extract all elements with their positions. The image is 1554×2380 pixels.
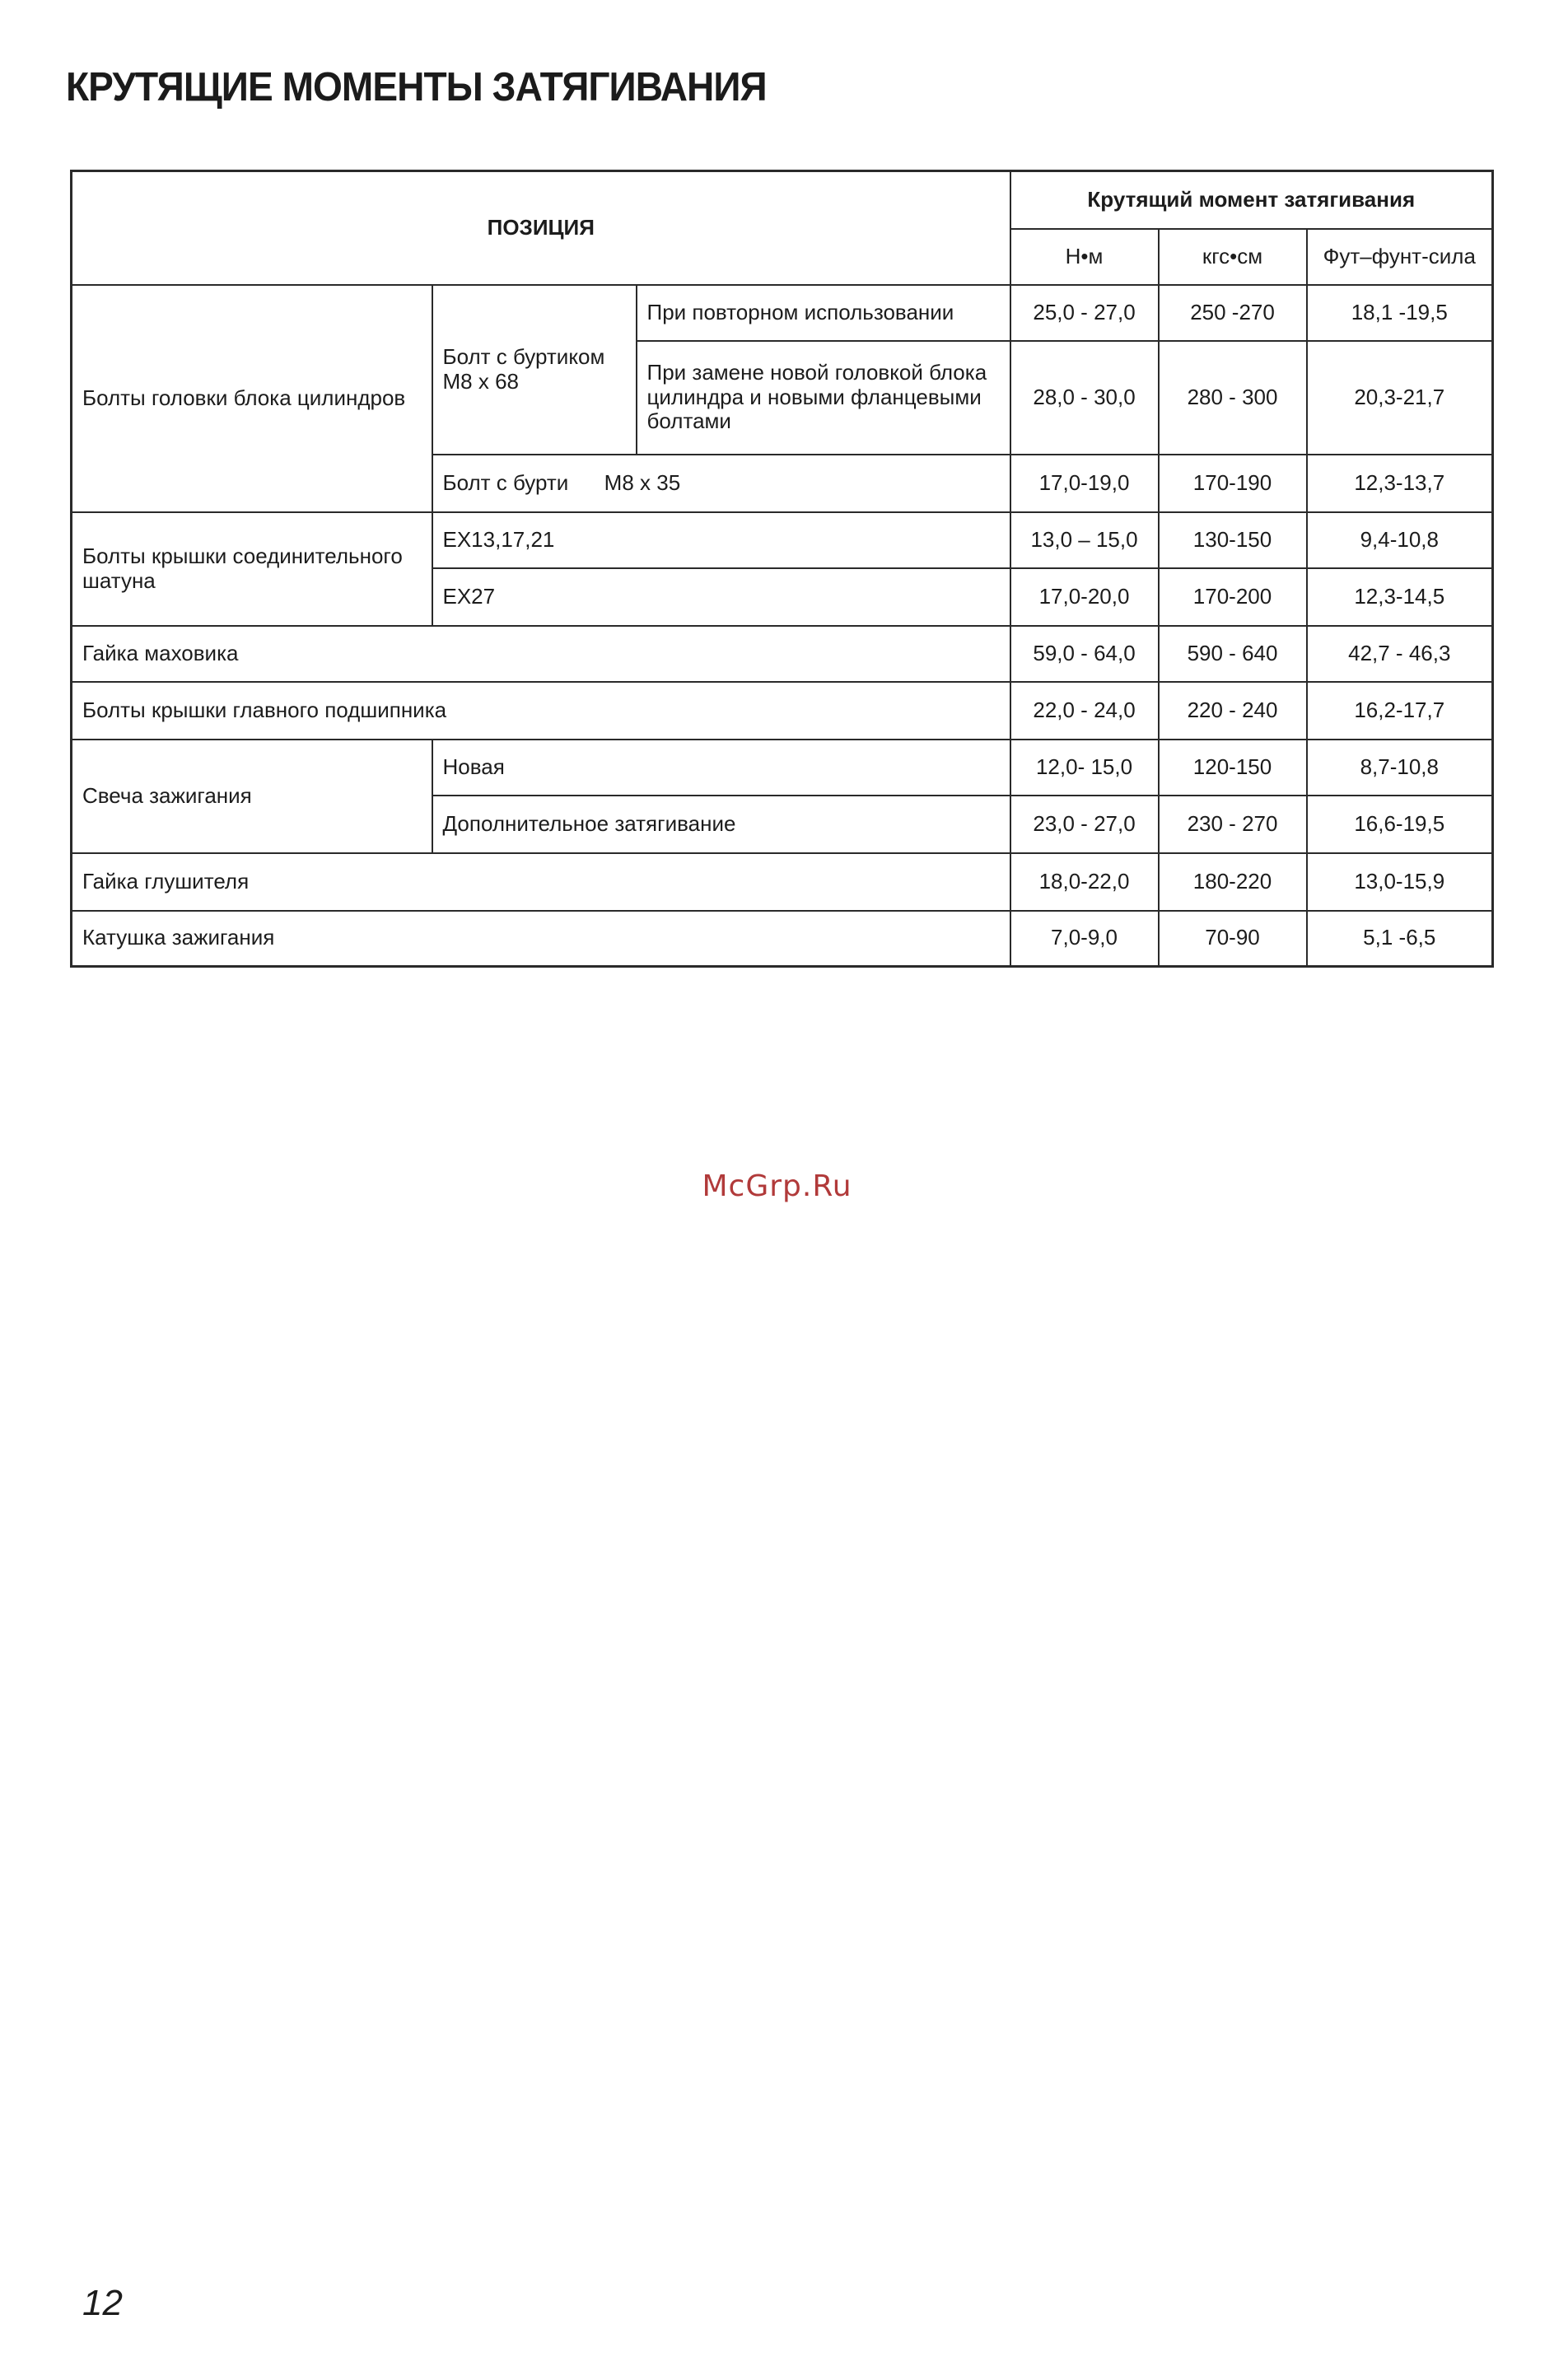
page-title: КРУТЯЩИЕ МОМЕНТЫ ЗАТЯГИВАНИЯ [66,65,767,110]
table-header-row [72,171,1493,229]
value-nm: 23,0 - 27,0 [1010,796,1159,853]
value-ftlb: 12,3-13,7 [1307,455,1493,512]
table-row [72,682,1493,740]
row-detail-label: При повторном использовании [637,285,1010,341]
value-nm: 18,0-22,0 [1010,853,1159,911]
watermark-text: McGrp.Ru [702,1169,852,1203]
value-nm: 7,0-9,0 [1010,911,1159,967]
header-position: ПОЗИЦИЯ [72,171,1010,285]
value-nm: 59,0 - 64,0 [1010,626,1159,682]
row-detail-label: При замене новой головкой блока цилиндра и новыми фланцевыми болтами [637,341,1010,455]
value-ftlb: 9,4-10,8 [1307,512,1493,568]
row-sub-label: Дополнительное затягивание [432,796,1010,853]
value-ftlb: 13,0-15,9 [1307,853,1493,911]
value-kgscm: 590 - 640 [1159,626,1307,682]
unit-ftlb: Фут–фунт-сила [1307,229,1493,285]
table-row [72,853,1493,911]
value-kgscm: 120-150 [1159,740,1307,796]
value-kgscm: 170-200 [1159,568,1307,626]
header-torque: Крутящий момент затягивания [1010,171,1493,229]
row-group-label: Болты крышки соединительного шатуна [72,512,432,626]
table-row [72,626,1493,682]
row-group-label: Свеча зажигания [72,740,432,853]
row-sub-label: Новая [432,740,1010,796]
value-kgscm: 280 - 300 [1159,341,1307,455]
table-row [72,740,1493,796]
table-row [72,285,1493,341]
table-row [72,512,1493,568]
row-sub-label: Болт с буртиком М8 х 68 [432,285,637,455]
row-group-label: Катушка зажигания [72,911,1010,967]
value-kgscm: 230 - 270 [1159,796,1307,853]
value-nm: 17,0-19,0 [1010,455,1159,512]
row-sub-label: ЕХ13,17,21 [432,512,1010,568]
unit-nm: Н•м [1010,229,1159,285]
value-ftlb: 5,1 -6,5 [1307,911,1493,967]
value-ftlb: 16,6-19,5 [1307,796,1493,853]
unit-kgscm: кгс•см [1159,229,1307,285]
torque-table [70,170,1494,968]
value-ftlb: 18,1 -19,5 [1307,285,1493,341]
value-nm: 12,0- 15,0 [1010,740,1159,796]
row-sub-label: Болт с бурти М8 х 35 [432,455,1010,512]
value-ftlb: 42,7 - 46,3 [1307,626,1493,682]
value-kgscm: 130-150 [1159,512,1307,568]
row-sub-label: ЕХ27 [432,568,1010,626]
value-nm: 17,0-20,0 [1010,568,1159,626]
value-kgscm: 170-190 [1159,455,1307,512]
row-group-label: Гайка маховика [72,626,1010,682]
value-kgscm: 250 -270 [1159,285,1307,341]
value-ftlb: 20,3-21,7 [1307,341,1493,455]
value-nm: 25,0 - 27,0 [1010,285,1159,341]
row-group-label: Гайка глушителя [72,853,1010,911]
table-row [72,911,1493,967]
value-kgscm: 180-220 [1159,853,1307,911]
row-group-label: Болты головки блока цилиндров [72,285,432,512]
page-number: 12 [82,2283,123,2323]
value-ftlb: 8,7-10,8 [1307,740,1493,796]
value-ftlb: 16,2-17,7 [1307,682,1493,740]
value-nm: 28,0 - 30,0 [1010,341,1159,455]
value-kgscm: 70-90 [1159,911,1307,967]
value-ftlb: 12,3-14,5 [1307,568,1493,626]
value-nm: 22,0 - 24,0 [1010,682,1159,740]
value-nm: 13,0 – 15,0 [1010,512,1159,568]
row-group-label: Болты крышки главного подшипника [72,682,1010,740]
value-kgscm: 220 - 240 [1159,682,1307,740]
